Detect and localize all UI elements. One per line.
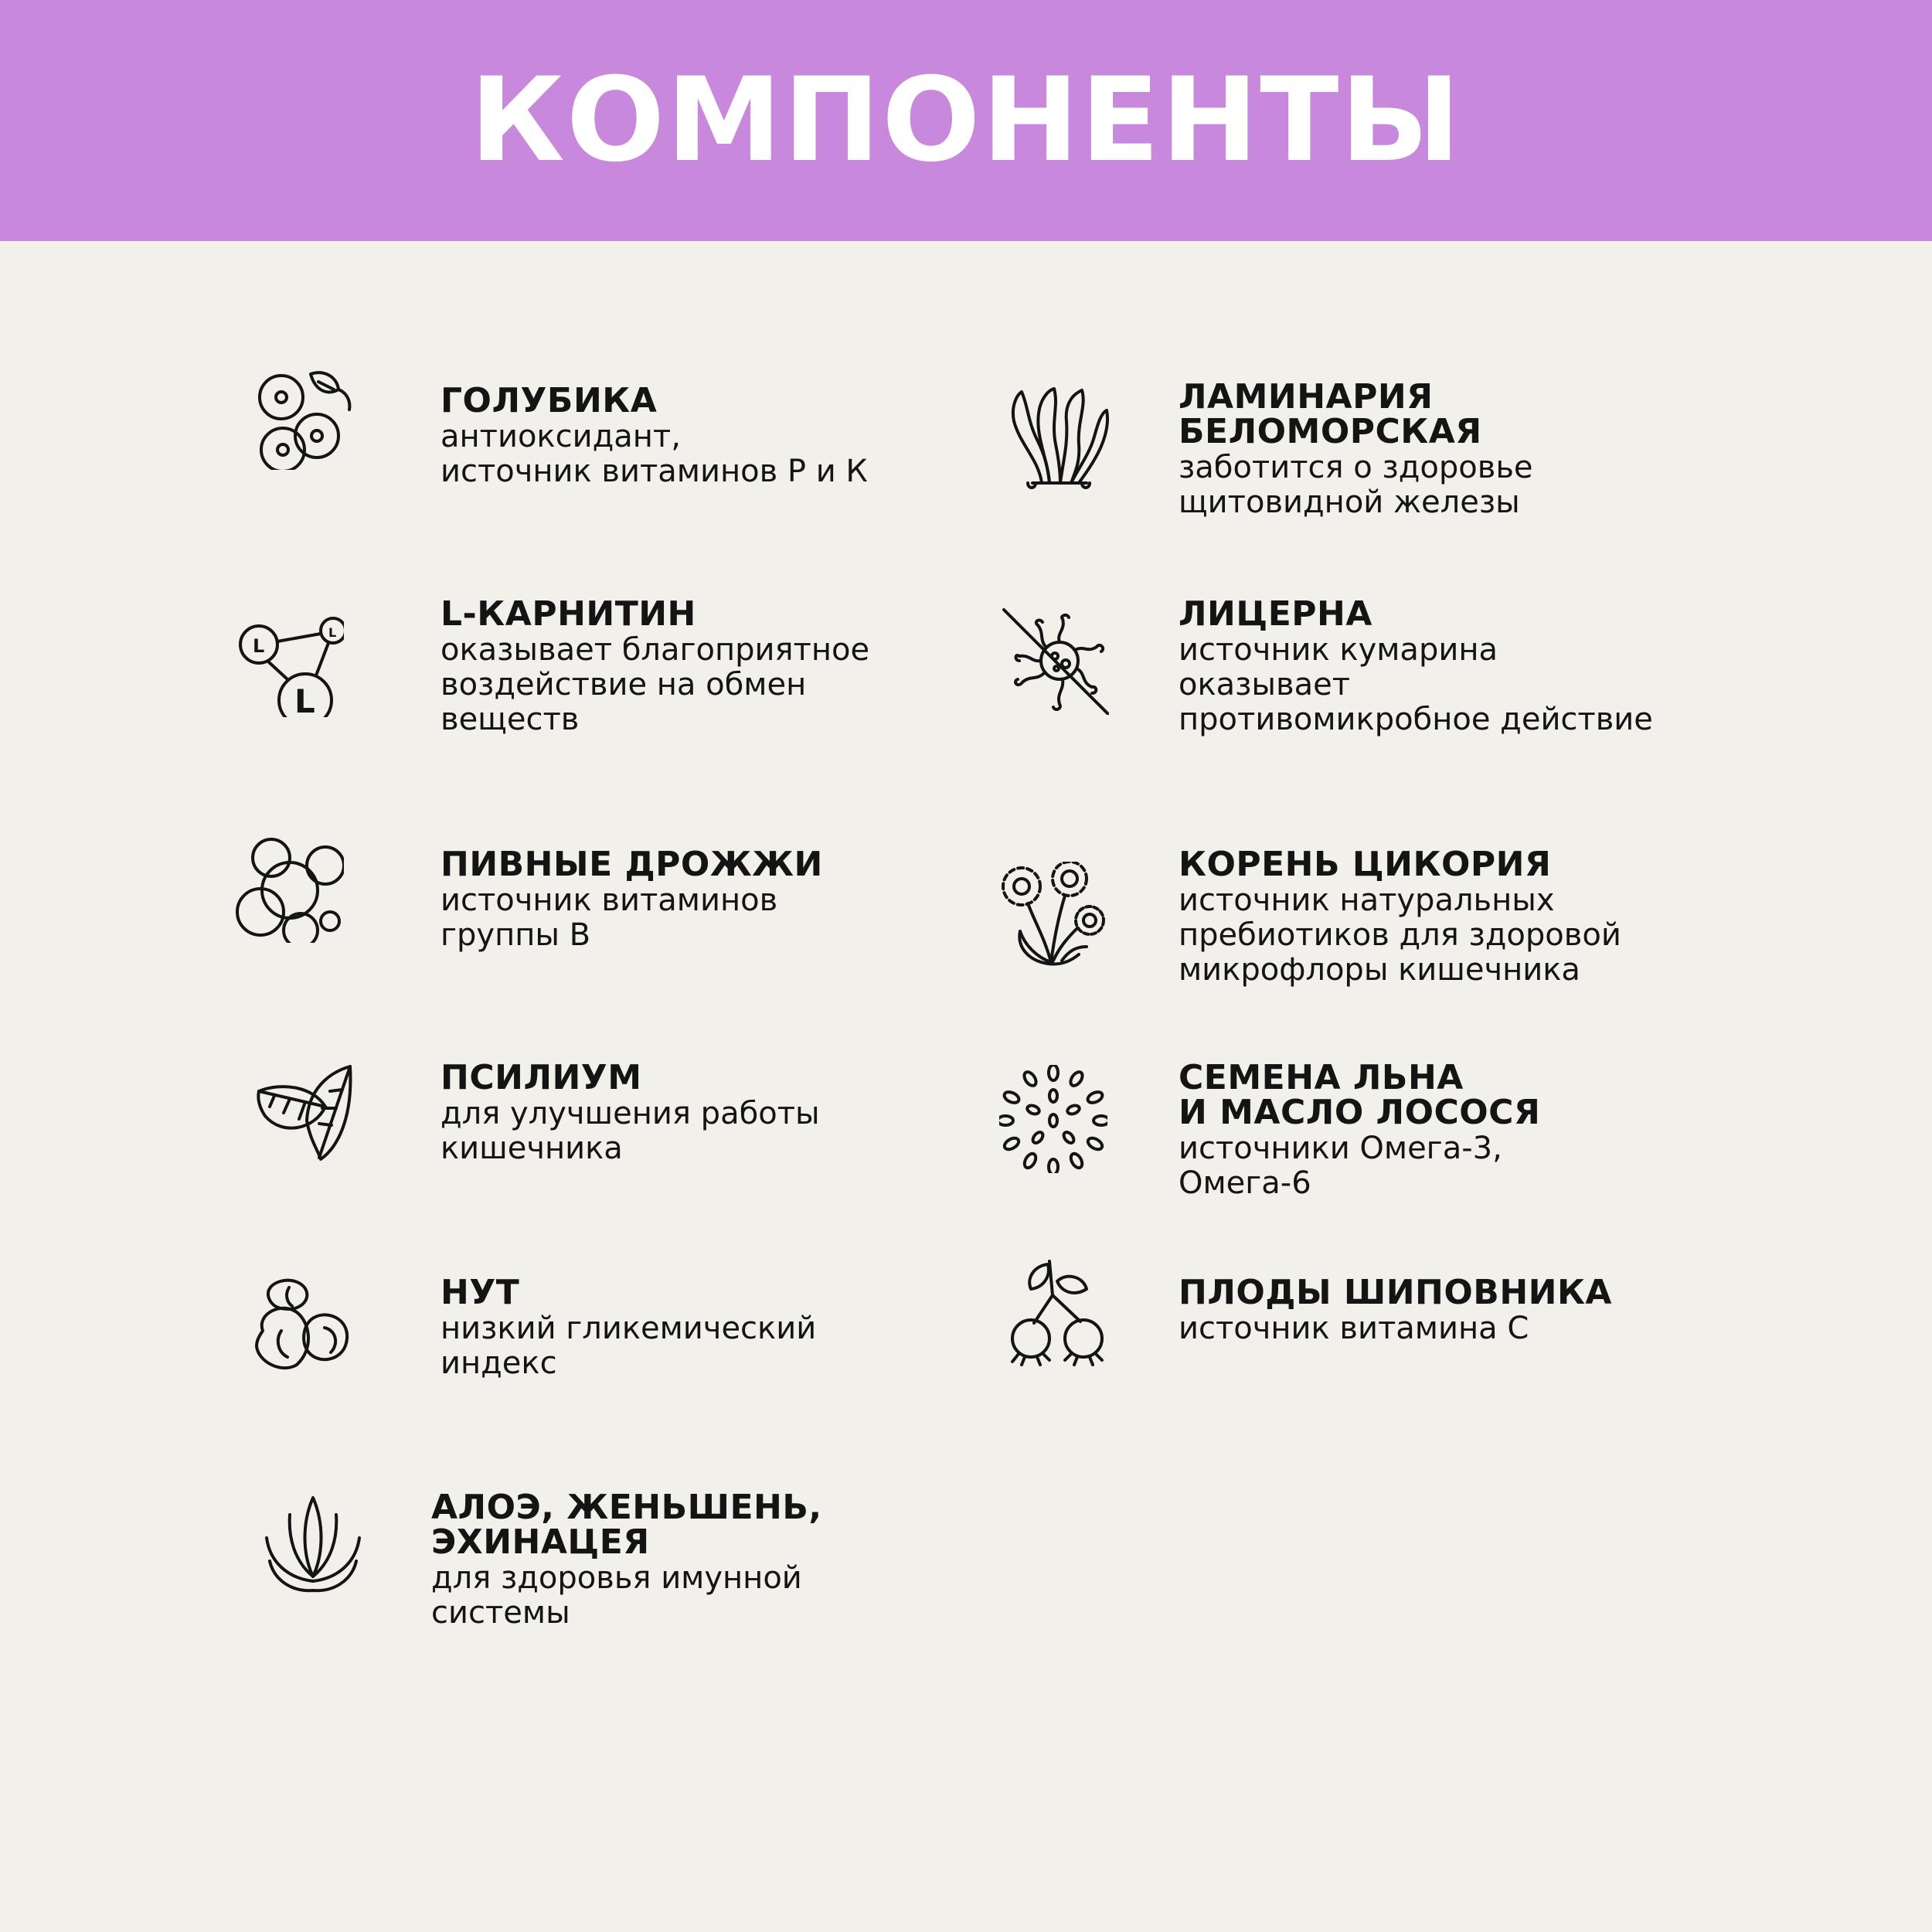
ingredient-title: ПИВНЫЕ ДРОЖЖИ <box>440 845 823 884</box>
ingredient-title: ПЛОДЫ ШИПОВНИКА <box>1179 1273 1612 1312</box>
ingredient-description: источник натуральных пребиотиков для здоровой микрофлоры кишечника <box>1179 883 1621 988</box>
ingredient-description: для здоровья имунной системы <box>431 1560 802 1631</box>
ingredient-description: оказывает благоприятное воздействие на обмен веществ <box>440 632 870 737</box>
l-carnitine-molecule-icon <box>236 609 344 717</box>
ingredient-description: источник кумарина оказывает противомикробное действие <box>1179 632 1653 737</box>
kelp-seaweed-icon <box>1005 383 1113 491</box>
ingredient-title: ПСИЛИУМ <box>440 1058 642 1097</box>
ingredient-title: СЕМЕНА ЛЬНА И МАСЛО ЛОСОСЯ <box>1179 1058 1541 1132</box>
chickpea-icon <box>247 1269 355 1377</box>
rosehip-icon <box>1003 1258 1111 1366</box>
header-banner <box>0 0 1932 241</box>
seeds-icon <box>999 1065 1107 1173</box>
ingredient-title: КОРЕНЬ ЦИКОРИЯ <box>1179 845 1552 884</box>
svg-text:L: L <box>328 625 337 640</box>
ingredient-title: ЛАМИНАРИЯ БЕЛОМОРСКАЯ <box>1179 377 1482 451</box>
antimicrobial-icon <box>1001 607 1109 715</box>
page-title: КОМПОНЕНТЫ <box>470 53 1462 188</box>
ingredient-description: низкий гликемический индекс <box>440 1311 817 1381</box>
svg-text:L: L <box>294 682 315 717</box>
chicory-flower-icon <box>997 862 1105 970</box>
ingredient-title: L-КАРНИТИН <box>440 594 696 634</box>
ingredient-description: источник витамина С <box>1179 1311 1529 1346</box>
ingredient-description: антиоксидант, источник витаминов Р и К <box>440 419 868 489</box>
ingredient-title: НУТ <box>440 1273 520 1312</box>
yeast-bubbles-icon <box>236 835 344 943</box>
ingredient-title: АЛОЭ, ЖЕНЬШЕНЬ, ЭХИНАЦЕЯ <box>431 1488 822 1562</box>
ingredient-title: ЛИЦЕРНА <box>1179 594 1372 634</box>
blueberry-icon <box>247 362 355 470</box>
ingredient-description: источник витаминов группы В <box>440 883 778 953</box>
ingredient-description: источники Омега-3, Омега-6 <box>1179 1131 1502 1201</box>
aloe-icon <box>259 1492 367 1600</box>
svg-text:L: L <box>253 635 265 657</box>
ingredient-title: ГОЛУБИКА <box>440 381 658 420</box>
ingredient-description: заботится о здоровье щитовидной железы <box>1179 450 1533 520</box>
psyllium-leaf-icon <box>251 1059 359 1167</box>
ingredient-description: для улучшения работы кишечника <box>440 1096 820 1166</box>
